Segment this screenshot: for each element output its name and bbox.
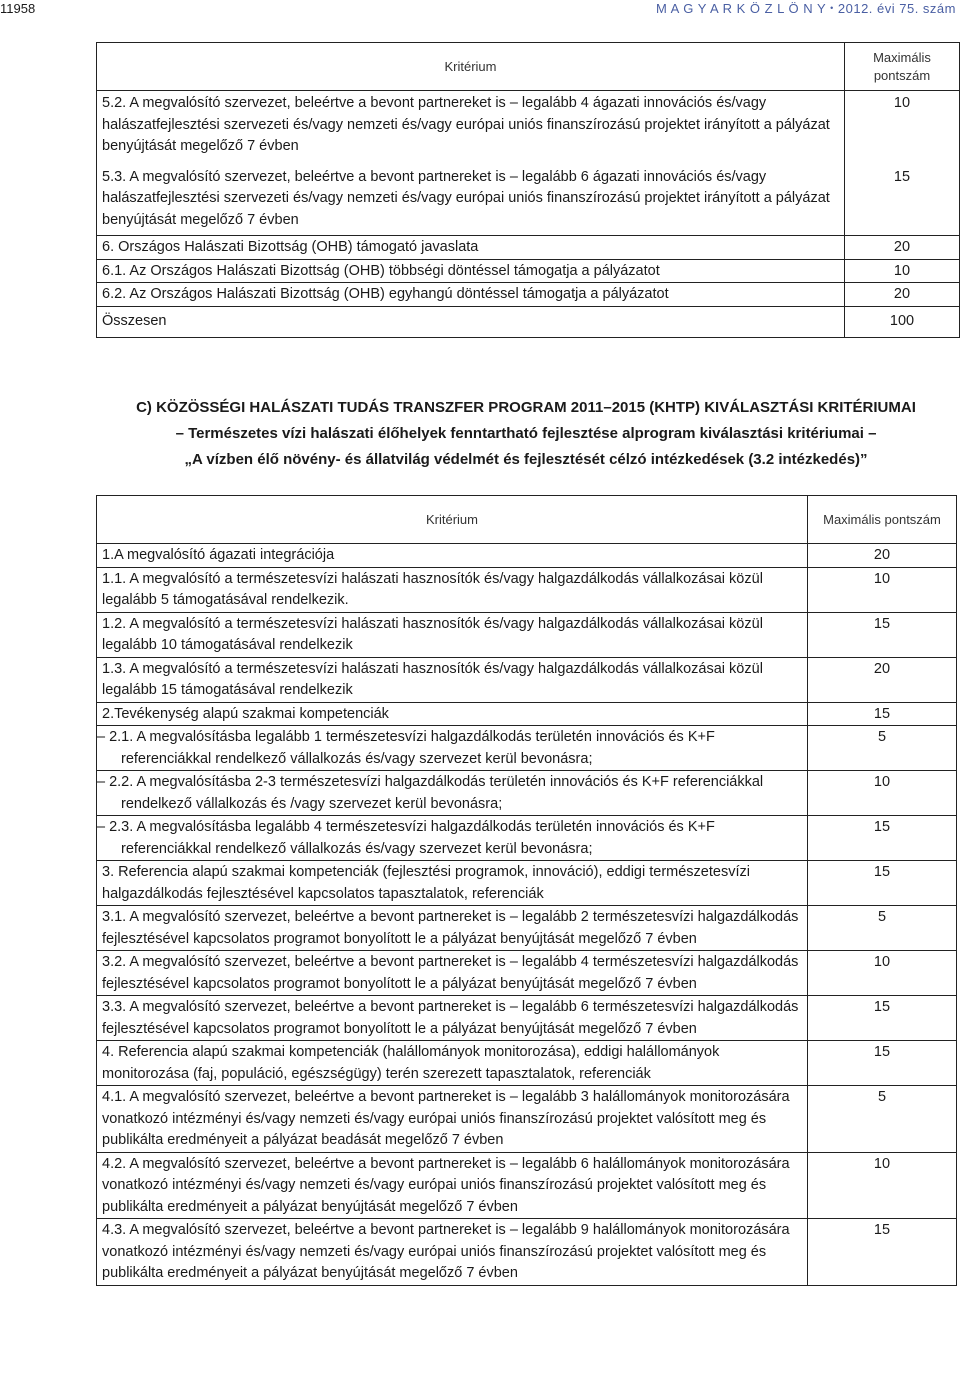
table-row xyxy=(97,702,957,726)
table-row xyxy=(97,951,957,996)
total-label: Összesen xyxy=(97,306,845,337)
points-cell: 20 xyxy=(845,236,960,260)
column-header-points: Maximális pontszám xyxy=(808,496,957,544)
table-header-row xyxy=(97,496,957,544)
table-row xyxy=(97,259,960,283)
table-row xyxy=(97,544,957,568)
page-number: 11958 xyxy=(0,1,36,16)
table-header-row xyxy=(97,43,960,91)
table-row xyxy=(97,906,957,951)
table-row xyxy=(97,1152,957,1219)
total-points: 100 xyxy=(845,306,960,337)
points-cell: 15 xyxy=(808,612,957,657)
gazette-name: M A G Y A R K Ö Z L Ö N Y xyxy=(655,1,826,16)
points-cell: 5 xyxy=(808,906,957,951)
points-cell: 15 xyxy=(808,816,957,861)
table-row xyxy=(97,567,957,612)
criterion-cell: – 2.3. A megvalósításba legalább 4 természetesvízi halgazdálkodás területén innovációs és K+F referenciákkal rendelkező vállalkozás és/vagy szervezet kerül bevonásra; xyxy=(97,816,808,861)
points-cell: 5 xyxy=(808,726,957,771)
table-row xyxy=(97,91,960,236)
criterion-cell: – 2.2. A megvalósításba 2-3 természetesvízi halgazdálkodás területén innovációs és K+F referenciákkal rendelkező vállalkozás és /vagy szervezet kerül bevonásra; xyxy=(97,771,808,816)
table-row xyxy=(97,1086,957,1153)
criteria-table-2-body xyxy=(97,544,957,1286)
section-c-subtitle: – Természetes vízi halászati élőhelyek fenntartható fejlesztése alprogram kiválasztási kritériumai – xyxy=(175,425,877,442)
points-cell: 10 xyxy=(808,567,957,612)
points-cell: 15 xyxy=(808,702,957,726)
criteria-table-2 xyxy=(96,495,957,1286)
criteria-table-1 xyxy=(96,42,960,338)
points-cell: 20 xyxy=(808,657,957,702)
criterion-cell: 2.Tevékenység alapú szakmai kompetenciák xyxy=(97,702,808,726)
points-cell: 15 xyxy=(808,1219,957,1286)
table-row-total xyxy=(97,306,960,337)
points-cell: 10 xyxy=(808,771,957,816)
criterion-cell: 1.A megvalósító ágazati integrációja xyxy=(97,544,808,568)
table-row xyxy=(97,861,957,906)
points-cell: 10 xyxy=(808,1152,957,1219)
table-row xyxy=(97,1219,957,1286)
criterion-cell: 3.3. A megvalósító szervezet, beleértve a bevont partnereket is – legalább 6 természetesvízi halgazdálkodás fejlesztésével kapcsolatos programot bonyolított le a pályázat benyújtását megelőző 7 évben xyxy=(97,996,808,1041)
criterion-cell xyxy=(97,91,845,236)
criterion-cell: 6.2. Az Országos Halászati Bizottság (OHB) egyhangú döntéssel támogatja a pályázatot xyxy=(97,283,845,307)
criterion-cell: 1.2. A megvalósító a természetesvízi halászati hasznosítók és/vagy halgazdálkodás vállalkozásai közül legalább 10 támogatásával rendelkezik xyxy=(97,612,808,657)
points-cell: 15 xyxy=(808,861,957,906)
criterion-cell: 4. Referencia alapú szakmai kompetenciák (halállományok monitorozása), eddigi halállományok monitorozása (faj, populáció, egészségügy) terén szerezett tapasztalatok, referenciák xyxy=(97,1041,808,1086)
section-c-measure: „A vízben élő növény- és állatvilág védelmét és fejlesztését célzó intézkedések (3.2 intézkedés)” xyxy=(184,451,868,468)
section-c-title: C) KÖZÖSSÉGI HALÁSZATI TUDÁS TRANSZFER PROGRAM 2011–2015 (KHTP) KIVÁLASZTÁSI KRITÉRIUMAI xyxy=(136,399,916,416)
table-row xyxy=(97,657,957,702)
table-row xyxy=(97,283,960,307)
criterion-cell: 3.1. A megvalósító szervezet, beleértve a bevont partnereket is – legalább 2 természetesvízi halgazdálkodás fejlesztésével kapcsolatos programot bonyolított le a pályázat benyújtását megelőző 7 évben xyxy=(97,906,808,951)
table-row xyxy=(97,236,960,260)
points-cell: 10 xyxy=(845,259,960,283)
points-cell: 15 xyxy=(808,996,957,1041)
points-5-3: 15 xyxy=(893,168,911,185)
criterion-cell: 4.3. A megvalósító szervezet, beleértve a bevont partnereket is – legalább 9 halállományok monitorozására vonatkozó intézményi és/vagy nemzeti és/vagy európai uniós finanszírozású projektet valósított meg és publikálta eredményeit a pályázat benyújtását megelőző 7 évben xyxy=(97,1219,808,1286)
criterion-cell: 1.1. A megvalósító a természetesvízi halászati hasznosítók és/vagy halgazdálkodás vállalkozásai közül legalább 5 támogatásával rendelkezik. xyxy=(97,567,808,612)
bullet-separator: • xyxy=(830,3,834,13)
column-header-criterion: Kritérium xyxy=(97,43,845,91)
criterion-5-3: 5.3. A megvalósító szervezet, beleértve a bevont partnereket is – legalább 6 ágazati innovációs és/vagy halászatfejlesztési szervezeti és/vagy nemzeti és/vagy európai uniós finanszírozású projektet irányított a pályázat benyújtását megelőző 7 évben xyxy=(102,168,830,228)
points-cell: 20 xyxy=(808,544,957,568)
column-header-criterion: Kritérium xyxy=(97,496,808,544)
table-row xyxy=(97,771,957,816)
table-row xyxy=(97,816,957,861)
criterion-cell: – 2.1. A megvalósításba legalább 1 természetesvízi halgazdálkodás területén innovációs és K+F referenciákkal rendelkező vállalkozás és/vagy szervezet kerül bevonásra; xyxy=(97,726,808,771)
page-header xyxy=(0,0,960,18)
gazette-title xyxy=(656,1,956,16)
criterion-cell: 4.2. A megvalósító szervezet, beleértve a bevont partnereket is – legalább 6 halállományok monitorozására vonatkozó intézményi és/vagy nemzeti és/vagy európai uniós finanszírozású projektet valósított meg és publikálta eredményeit a pályázat benyújtását megelőző 7 évben xyxy=(97,1152,808,1219)
criterion-cell: 6. Országos Halászati Bizottság (OHB) támogató javaslata xyxy=(97,236,845,260)
criterion-cell: 1.3. A megvalósító a természetesvízi halászati hasznosítók és/vagy halgazdálkodás vállalkozásai közül legalább 15 támogatásával rendelkezik xyxy=(97,657,808,702)
points-cell: 5 xyxy=(808,1086,957,1153)
table-row xyxy=(97,1041,957,1086)
points-cell xyxy=(845,91,960,236)
points-cell: 15 xyxy=(808,1041,957,1086)
table-row xyxy=(97,726,957,771)
table-row xyxy=(97,612,957,657)
issue-label: 2012. évi 75. szám xyxy=(837,1,956,16)
points-cell: 10 xyxy=(808,951,957,996)
points-cell: 20 xyxy=(845,283,960,307)
criterion-5-2: 5.2. A megvalósító szervezet, beleértve a bevont partnereket is – legalább 4 ágazati innovációs és/vagy halászatfejlesztési szervezeti és/vagy nemzeti és/vagy európai uniós finanszírozású projektet irányított a pályázat benyújtását megelőző 7 évben xyxy=(102,95,830,154)
criterion-cell: 4.1. A megvalósító szervezet, beleértve a bevont partnereket is – legalább 3 halállományok monitorozására vonatkozó intézményi és/vagy nemzeti és/vagy európai uniós finanszírozású projektet valósított meg és publikálta eredményeit a pályázat beadását megelőző 7 évben xyxy=(97,1086,808,1153)
column-header-points: Maximális pontszám xyxy=(845,43,960,91)
criterion-cell: 3. Referencia alapú szakmai kompetenciák (fejlesztési programok, innováció), eddigi természetesvízi halgazdálkodás fejlesztésével kapcsolatos tapasztalatok, referenciák xyxy=(97,861,808,906)
criterion-cell: 3.2. A megvalósító szervezet, beleértve a bevont partnereket is – legalább 4 természetesvízi halgazdálkodás fejlesztésével kapcsolatos programot bonyolított le a pályázat benyújtását megelőző 7 évben xyxy=(97,951,808,996)
criterion-cell: 6.1. Az Országos Halászati Bizottság (OHB) többségi döntéssel támogatja a pályázatot xyxy=(97,259,845,283)
table-row xyxy=(97,996,957,1041)
points-5-2: 10 xyxy=(893,95,911,111)
